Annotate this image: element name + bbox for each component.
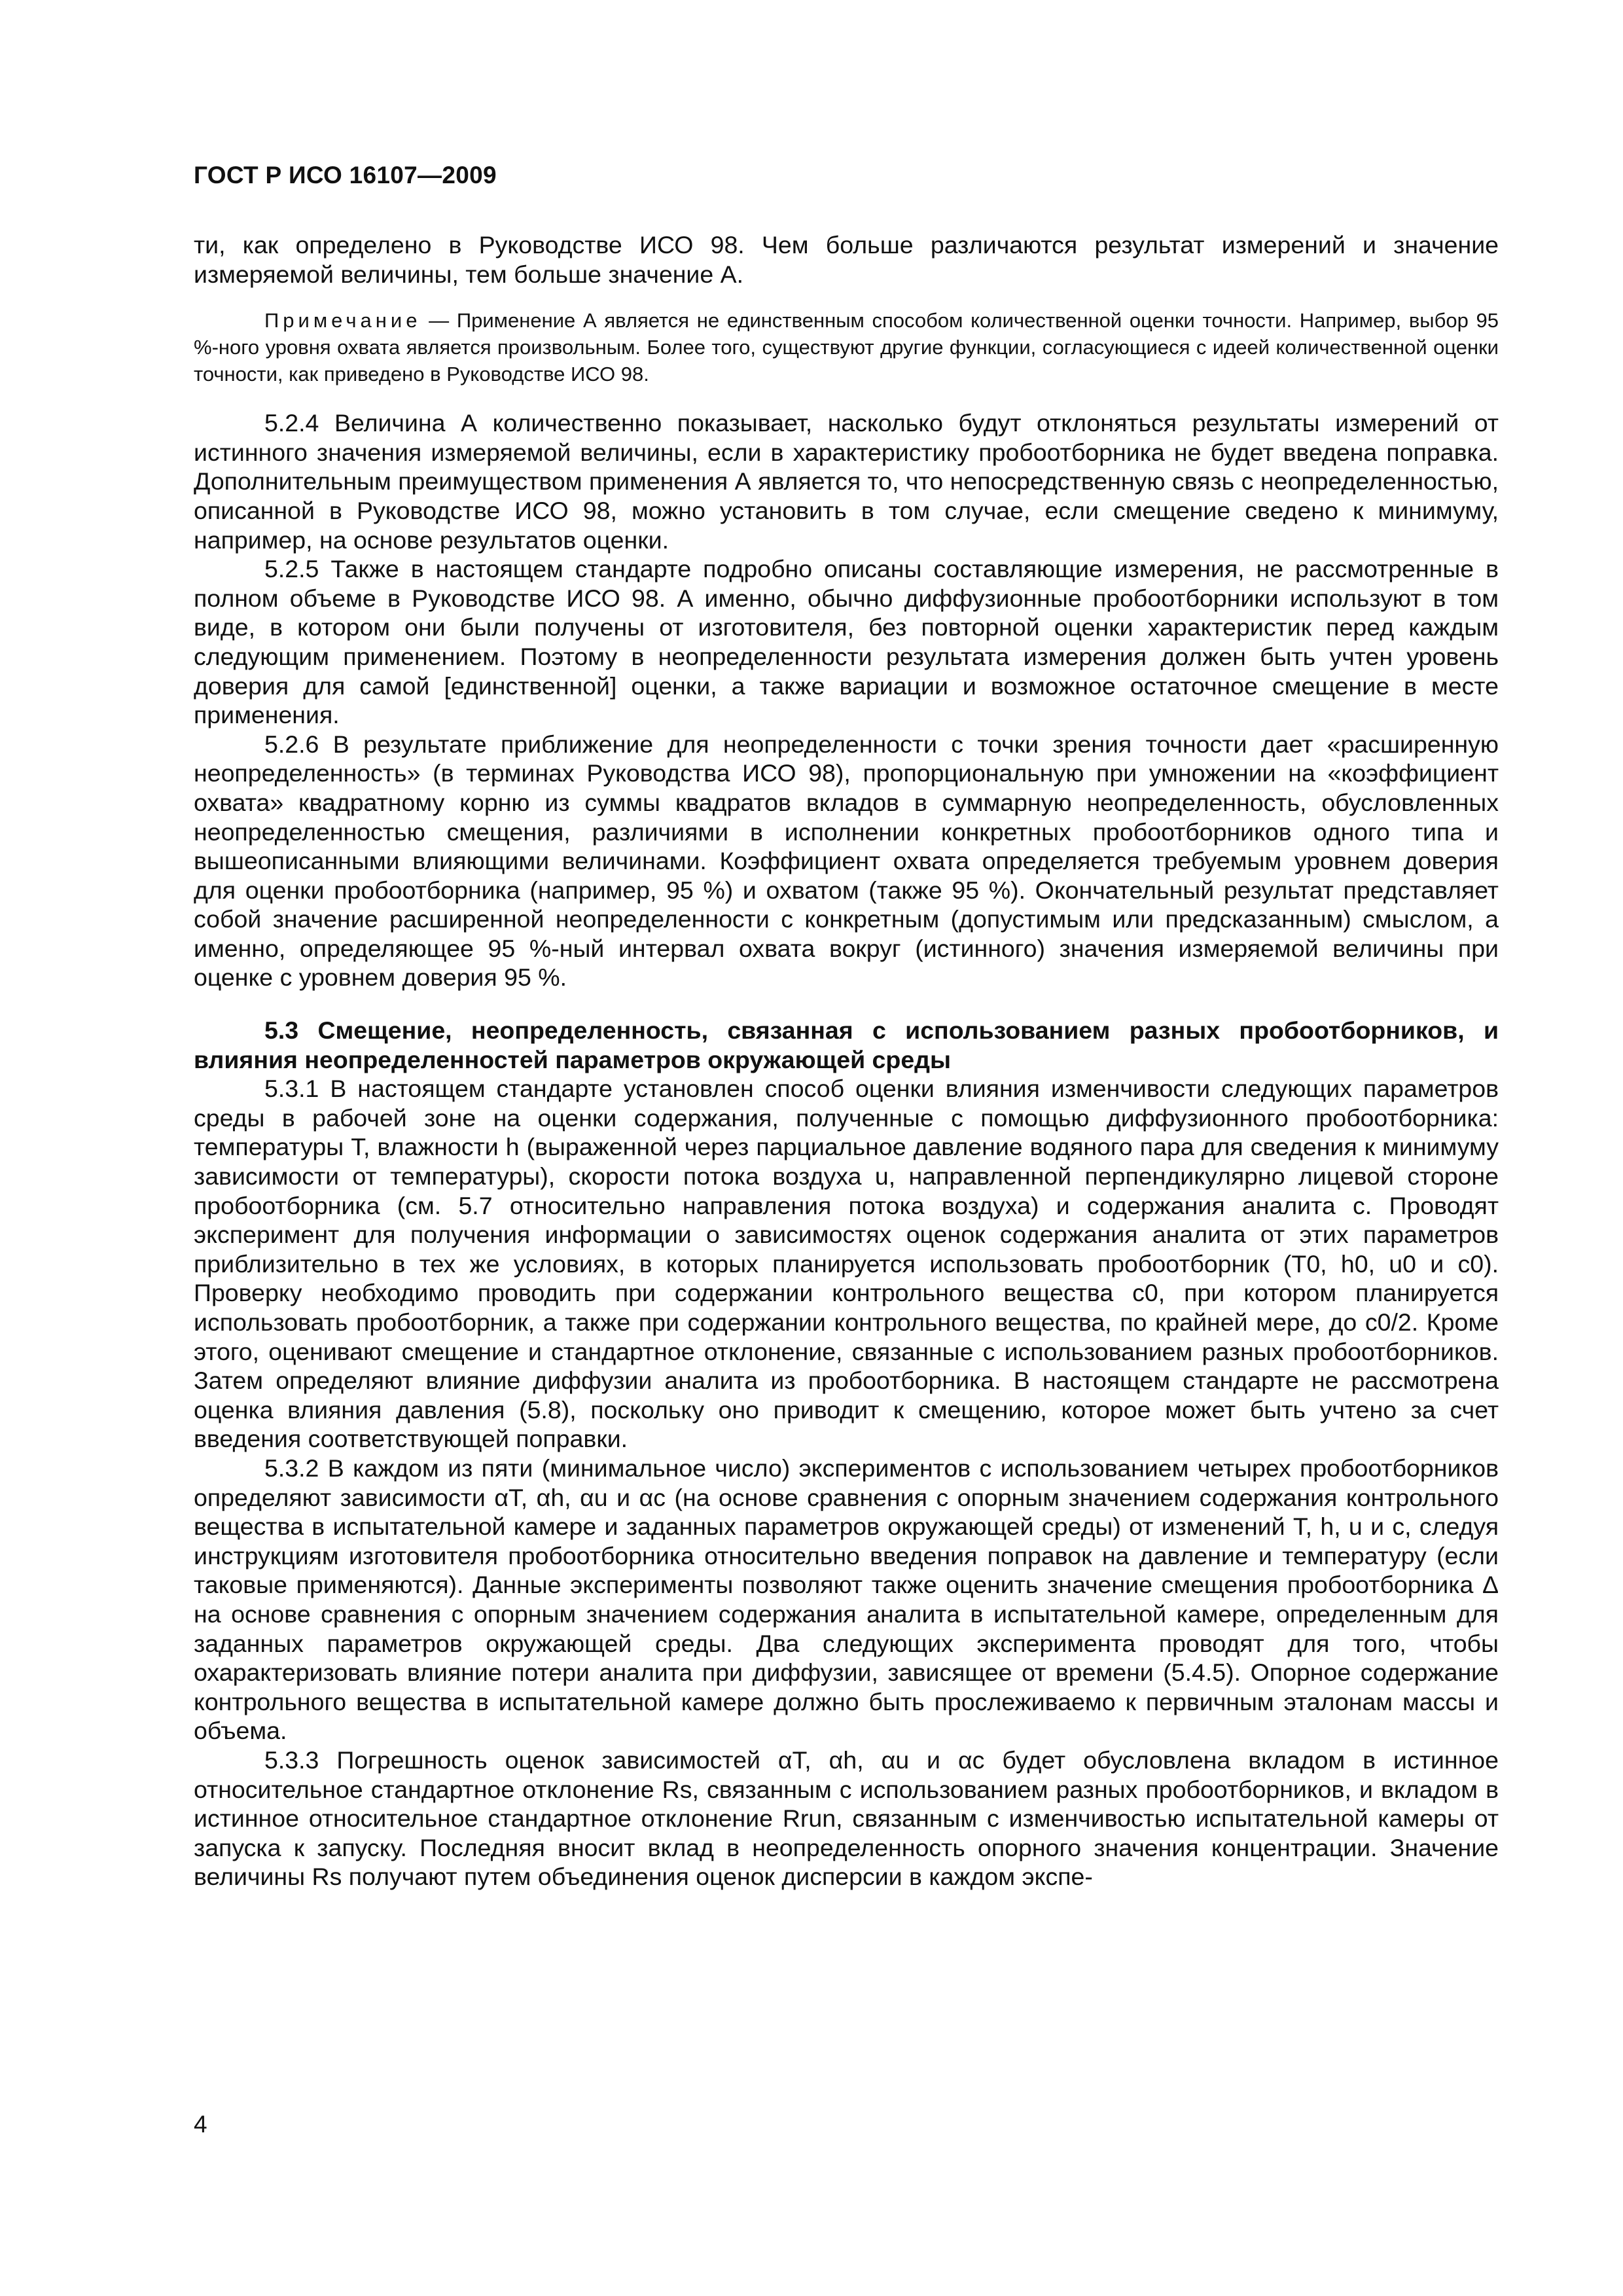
document-body (194, 230, 1499, 1892)
paragraph-5-2-5: 5.2.5 Также в настоящем стандарте подробно описаны составляющие измерения, не рассмотренные в полном объеме в Руководстве ИСО 98. А именно, обычно диффузионные пробоотборники используют в том виде, в котором они были получены от изготовителя, без повторной оценки характеристик перед каждым следующим применением. Поэтому в неопределенности результата измерения должен быть учтен уровень доверия для самой [единственной] оценки, а также вариации и возможное остаточное смещение в месте применения. (194, 555, 1499, 729)
note-text: — Применение А является не единственным способом количественной оценки точности. Например, выбор 95 %-ного уровня охвата является произвольным. Более того, существуют другие функции, согласующиеся с идеей количественной оценки точности, как приведено в Руководстве ИСО 98. (194, 309, 1499, 386)
page-number: 4 (194, 2111, 207, 2138)
paragraph-5-3-2: 5.3.2 В каждом из пяти (минимальное число) экспериментов с использованием четырех пробоотборников определяют зависимости αT, αh, αu и αc (на основе сравнения с опорным значением содержания контрольного вещества в испытательной камере и заданных параметров окружающей среды) от изменений T, h, u и c, следуя инструкциям изготовителя пробоотборника относительно введения поправок на давление и температуру (если таковые применяются). Данные эксперименты позволяют также оценить значение смещения пробоотборника Δ на основе сравнения с опорным значением содержания аналита в испытательной камере, определенным для заданных параметров окружающей среды. Два следующих эксперимента проводят для того, чтобы охарактеризовать влияние потери аналита при диффузии, зависящее от времени (5.4.5). Опорное содержание контрольного вещества в испытательной камере должно быть прослеживаемо к первичным эталонам массы и объема. (194, 1454, 1499, 1745)
note-label: Примечание (264, 309, 421, 332)
note (194, 307, 1499, 387)
paragraph-5-2-6: 5.2.6 В результате приближение для неопределенности с точки зрения точности дает «расширенную неопределенность» (в терминах Руководства ИСО 98), пропорциональную при умножении на «коэффициент охвата» квадратному корню из суммы квадратов вкладов в суммарную неопределенность, обусловленных неопределенностью смещения, различиями в исполнении конкретных пробоотборников одного типа и вышеописанными влияющими величинами. Коэффициент охвата определяется требуемым уровнем доверия для оценки пробоотборника (например, 95 %) и охватом (также 95 %). Окончательный результат представляет собой значение расширенной неопределенности с конкретным (допустимым или предсказанным) смыслом, а именно, определяющее 95 %-ный интервал охвата вокруг (истинного) значения измеряемой величины при оценке с уровнем доверия 95 %. (194, 730, 1499, 992)
paragraph-5-2-4: 5.2.4 Величина А количественно показывает, насколько будут отклоняться результаты измерений от истинного значения измеряемой величины, если в характеристику пробоотборника не будет введена поправка. Дополнительным преимуществом применения А является то, что непосредственную связь с неопределенностью, описанной в Руководстве ИСО 98, можно установить в том случае, если смещение сведено к минимуму, например, на основе результатов оценки. (194, 409, 1499, 554)
section-heading-5-3: 5.3 Смещение, неопределенность, связанная с использованием разных пробоотборников, и влияния неопределенностей параметров окружающей среды (194, 1016, 1499, 1073)
paragraph-continuation: ти, как определено в Руководстве ИСО 98. Чем больше различаются результат измерений и значение измеряемой величины, тем больше значение А. (194, 231, 1499, 288)
paragraph-5-3-1: 5.3.1 В настоящем стандарте установлен способ оценки влияния изменчивости следующих параметров среды в рабочей зоне на оценки содержания, полученные с помощью диффузионного пробоотборника: температуры T, влажности h (выраженной через парциальное давление водяного пара для сведения к минимуму зависимости от температуры), скорости потока воздуха u, направленной перпендикулярно лицевой стороне пробоотборника (см. 5.7 относительно направления потока воздуха) и содержания аналита c. Проводят эксперимент для получения информации о зависимостях оценок содержания аналита от этих параметров приблизительно в тех же условиях, в которых планируется использовать пробоотборник (T0, h0, u0 и c0). Проверку необходимо проводить при содержании контрольного вещества c0, при котором планируется использовать пробоотборник, а также при содержании контрольного вещества, по крайней мере, до c0/2. Кроме этого, оценивают смещение и стандартное отклонение, связанные с использованием разных пробоотборников. Затем определяют влияние диффузии аналита из пробоотборника. В настоящем стандарте не рассмотрена оценка влияния давления (5.8), поскольку оно приводит к смещению, которое может быть учтено за счет введения соответствующей поправки. (194, 1075, 1499, 1453)
document-header: ГОСТ Р ИСО 16107—2009 (194, 162, 497, 188)
paragraph-5-3-3: 5.3.3 Погрешность оценок зависимостей αT, αh, αu и αc будет обусловлена вкладом в истинное относительное стандартное отклонение Rs, связанным с использованием разных пробоотборников, и вкладом в истинное относительное стандартное отклонение Rrun, связанным с изменчивостью испытательной камеры от запуска к запуску. Последняя вносит вклад в неопределенность опорного значения концентрации. Значение величины Rs получают путем объединения оценок дисперсии в каждом экспе- (194, 1746, 1499, 1891)
